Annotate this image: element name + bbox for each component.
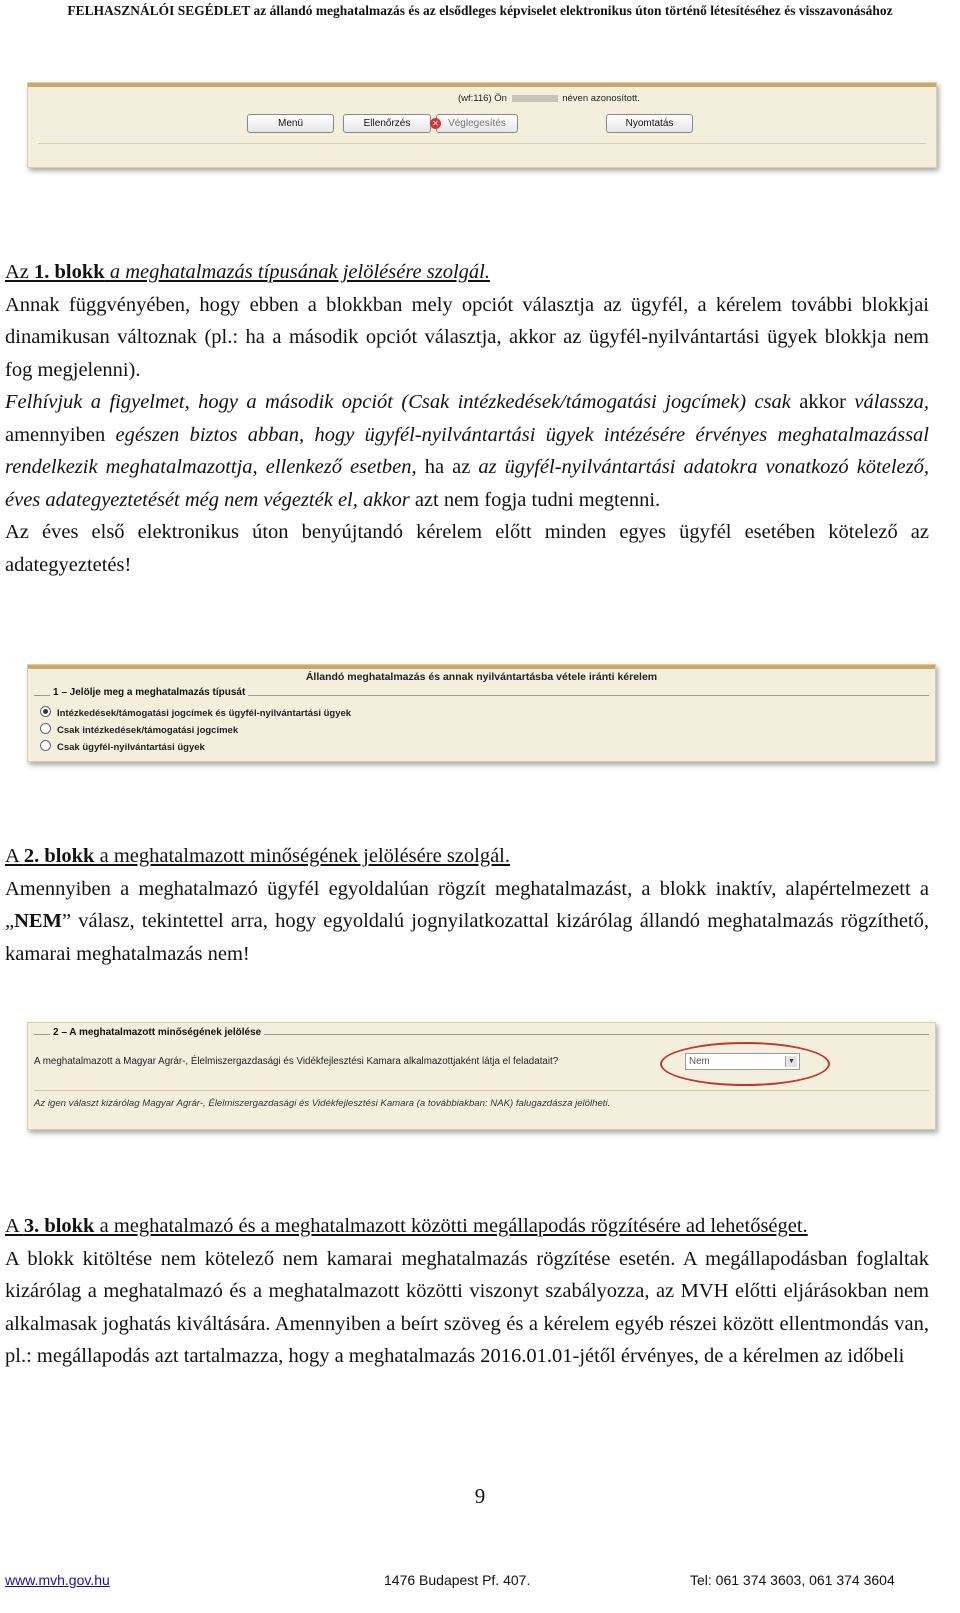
block1-section (5, 256, 929, 581)
print-button[interactable]: Nyomtatás (606, 114, 693, 133)
highlight-circle (660, 1042, 830, 1086)
redacted-name (512, 95, 558, 102)
check-button[interactable]: Ellenőrzés (343, 114, 431, 133)
error-icon: ✕ (430, 118, 441, 129)
menu-button[interactable]: Menü (247, 114, 334, 133)
footer-phone: Tel: 061 374 3603, 061 374 3604 (690, 1572, 895, 1588)
select-value: Nem (689, 1056, 710, 1067)
toolbar-divider (38, 143, 926, 144)
block2-heading: A 2. blokk a meghatalmazott minőségének jelölésére szolgál. (5, 845, 511, 867)
footer-website[interactable] (5, 1569, 110, 1591)
type-legend: 1 – Jelölje meg a meghatalmazás típusát (50, 687, 248, 698)
ident-prefix: (wf:116) Ön (458, 93, 507, 104)
chevron-down-icon[interactable]: ▼ (785, 1056, 797, 1067)
user-identification (458, 93, 640, 104)
block2-section (5, 840, 929, 970)
block3-section (5, 1210, 929, 1373)
option-measures-only[interactable]: Csak intézkedések/támogatási jogcímek (40, 723, 238, 736)
form-block2-screenshot (27, 1022, 936, 1130)
block1-paragraph-3: Az éves első elektronikus úton benyújtandó kérelem előtt minden egyes ügyfél esetében kötelező az adategyeztetés! (5, 521, 929, 576)
toolbar-screenshot (27, 82, 937, 168)
option-registry-only[interactable]: Csak ügyfél-nyilvántartási ügyek (40, 740, 205, 753)
footer-address: 1476 Budapest Pf. 407. (384, 1572, 531, 1588)
option-both[interactable]: Intézkedések/támogatási jogcímek és ügyfél-nyilvántartási ügyek (40, 706, 351, 719)
page-header: FELHASZNÁLÓI SEGÉDLET az állandó meghatalmazás és az elsődleges képviselet elektronikus úton történő létesítéséhez és visszavonásához (67, 3, 893, 18)
block1-paragraph-2: Felhívjuk a figyelmet, hogy a második opciót (Csak intézkedések/támogatási jogcímek) csak akkor válassza, amennyiben egészen biztos abban, hogy ügyfél-nyilvántartási ügyek intézésére érvényes meghatalmazással rendelkezik meghatalmazottja, ellenkező esetben, ha az az ügyfél-nyilvántartási adatokra vonatkozó kötelező, éves adategyeztetését még nem végezték el, akkor azt nem fogja tudni megtenni. (5, 391, 930, 511)
page-number: 9 (474, 1484, 486, 1508)
ident-suffix: néven azonosított. (562, 93, 640, 104)
form-block1-screenshot (27, 664, 936, 762)
radio-icon[interactable] (40, 723, 51, 734)
website-link[interactable]: www.mvh.gov.hu (5, 1572, 110, 1588)
form-title: Állandó meghatalmazás és annak nyilvántartásba vétele iránti kérelem (305, 671, 658, 683)
radio-selected-icon[interactable] (40, 706, 51, 717)
block1-heading: Az 1. blokk a meghatalmazás típusának jelölésére szolgál. (5, 261, 490, 283)
type-fieldset (34, 695, 929, 754)
finalize-label: Véglegesítés (448, 118, 506, 129)
chamber-note: Az igen választ kizárólag Magyar Agrár-, Élelmiszergazdasági és Vidékfejlesztési Kamara (a továbbiakban: NAK) falugazdásza jelölheti. (34, 1098, 611, 1109)
chamber-question: A meghatalmazott a Magyar Agrár-, Élelmiszergazdasági és Vidékfejlesztési Kamara alkalmazottjaként látja el feladatait? (34, 1056, 559, 1067)
block2-paragraph-1: Amennyiben a meghatalmazó ügyfél egyoldalúan rögzít meghatalmazást, a blokk inaktív, alapértelmezett a „NEM” válasz, tekintettel arra, hogy egyoldalú jognyilatkozattal kizárólag állandó meghatalmazás rögzíthető, kamarai meghatalmazás nem! (5, 877, 929, 965)
form-top-border (28, 665, 935, 669)
quality-legend: 2 – A meghatalmazott minőségének jelölése (50, 1027, 264, 1038)
block1-paragraph-1: Annak függvényében, hogy ebben a blokkban mely opciót választja az ügyfél, a kérelem további blokkjai dinamikusan változnak (pl.: ha a második opciót választja, akkor az ügyfél-nyilvántartási ügyek blokkja nem fog megjelenni). (5, 293, 929, 381)
block3-paragraph-1: A blokk kitöltése nem kötelező nem kamarai meghatalmazás rögzítése esetén. A megállapodásban foglaltak kizárólag a meghatalmazó és a meghatalmazott közötti viszonyt szabályozza, az MVH előtti eljárásokban nem alkalmasak joghatás kiváltására. Amennyiben a beírt szöveg és a kérelem egyéb részei között ellentmondás van, pl.: megállapodás azt tartalmazza, hogy a meghatalmazás 2016.01.01-jétől érvényes, de a kérelmen az időbeli (5, 1247, 929, 1367)
toolbar-top-border (28, 83, 936, 87)
finalize-button[interactable] (432, 114, 518, 133)
form-divider (34, 1090, 929, 1091)
block3-heading: A 3. blokk a meghatalmazó és a meghatalmazott közötti megállapodás rögzítésére ad lehetőséget. (5, 1215, 808, 1237)
radio-icon[interactable] (40, 740, 51, 751)
